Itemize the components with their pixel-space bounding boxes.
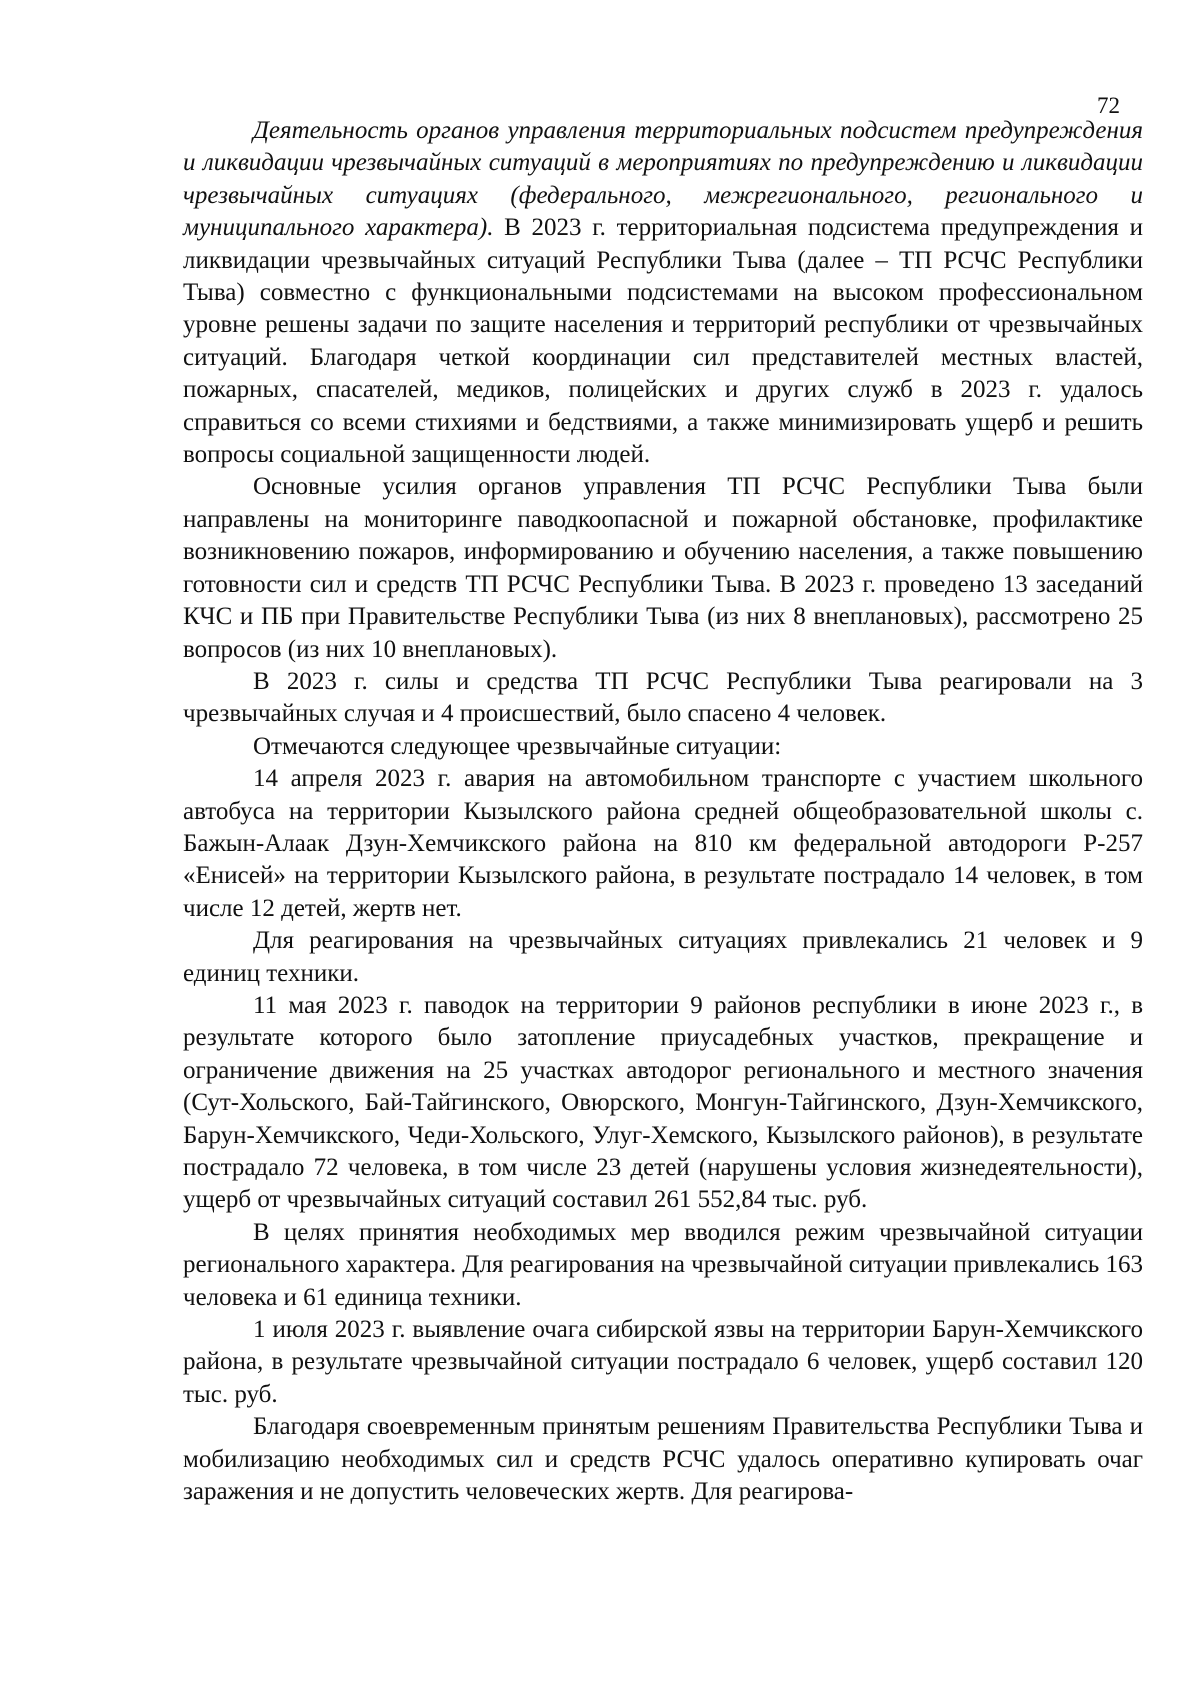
paragraph-9-text: 1 июля 2023 г. выявление очага сибирской язвы на территории Барун-Хемчикского района, в результате чрезвычайной ситуации пострадало 6 человек, ущерб составил 120 тыс. руб. xyxy=(183,1316,1143,1408)
paragraph-4-text: Отмечаются следующее чрезвычайные ситуации: xyxy=(253,732,782,760)
paragraph-9 xyxy=(183,1314,1143,1411)
paragraph-2-text: Основные усилия органов управления ТП РСЧС Республики Тыва были направлены на мониторинге паводкоопасной и пожарной обстановке, профилактике возникновению пожаров, информированию и обучению населения, а также повышению готовности сил и средств ТП РСЧС Республики Тыва. В 2023 г. проведено 13 заседаний КЧС и ПБ при Правительстве Республики Тыва (из них 8 внеплановых), рассмотрено 25 вопросов (из них 10 внеплановых). xyxy=(183,473,1143,663)
paragraph-1-text: В 2023 г. территориальная подсистема предупреждения и ликвидации чрезвычайных ситуаций Республики Тыва (далее – ТП РСЧС Республики Тыва) совместно с функциональными подсистемами на высоком профессиональном уровне решены задачи по защите населения и территорий республики от чрезвычайных ситуаций. Благодаря четкой координации сил представителей местных властей, пожарных, спасателей, медиков, полицейских и других служб в 2023 г. удалось справиться со всеми стихиями и бедствиями, а также минимизировать ущерб и решить вопросы социальной защищенности людей. xyxy=(183,214,1144,469)
paragraph-8-text: В целях принятия необходимых мер вводился режим чрезвычайной ситуации регионального характера. Для реагирования на чрезвычайной ситуации привлекались 163 человека и 61 единица техники. xyxy=(183,1218,1143,1311)
paragraph-3-text: В 2023 г. силы и средства ТП РСЧС Республики Тыва реагировали на 3 чрезвычайных случая и 4 происшествий, было спасено 4 человек. xyxy=(183,667,1143,728)
paragraph-1 xyxy=(183,115,1143,471)
paragraph-10-text: Благодаря своевременным принятым решениям Правительства Республики Тыва и мобилизацию необходимых сил и средств РСЧС удалось оперативно купировать очаг заражения и не допустить человеческих жертв. Для реагирова- xyxy=(183,1413,1143,1506)
paragraph-10 xyxy=(183,1411,1143,1508)
page-number: 72 xyxy=(1097,93,1120,118)
paragraph-4 xyxy=(183,731,1143,763)
paragraph-1-italic-heading: Деятельность органов управления территориальных подсистем предупреждения и ликвидации чрезвычайных ситуаций в мероприятиях по предупреждению и ликвидации чрезвычайных ситуациях (федерального, межрегионального, регионального и муниципального характера). xyxy=(183,117,1143,242)
paragraph-5-text: 14 апреля 2023 г. авария на автомобильном транспорте с участием школьного автобуса на территории Кызылского района средней общеобразовательной школы с. Бажын-Алаак Дзун-Хемчикского района на 810 км федеральной автодороги Р-257 «Енисей» на территории Кызылского района, в результате пострадало 14 человек, в том числе 12 детей, жертв нет. xyxy=(183,765,1143,922)
paragraph-2 xyxy=(183,471,1143,665)
paragraph-3 xyxy=(183,666,1143,731)
paragraph-5 xyxy=(183,763,1143,925)
paragraph-6-text: Для реагирования на чрезвычайных ситуациях привлекались 21 человек и 9 единиц техники. xyxy=(183,927,1143,987)
body-text xyxy=(183,115,1143,1508)
paragraph-7-text: 11 мая 2023 г. паводок на территории 9 районов республики в июне 2023 г., в результате которого было затопление приусадебных участков, прекращение и ограничение движения на 25 участках автодорог регионального и местного значения (Сут-Хольского, Бай-Тайгинского, Овюрского, Монгун-Тайгинского, Дзун-Хемчикского, Барун-Хемчикского, Чеди-Хольского, Улуг-Хемского, Кызылского районов), в результате пострадало 72 человека, в том числе 23 детей (нарушены условия жизнедеятельности), ущерб от чрезвычайных ситуаций составил 261 552,84 тыс. руб. xyxy=(183,991,1143,1214)
paragraph-8 xyxy=(183,1217,1143,1314)
paragraph-6 xyxy=(183,925,1143,990)
paragraph-7 xyxy=(183,990,1143,1217)
